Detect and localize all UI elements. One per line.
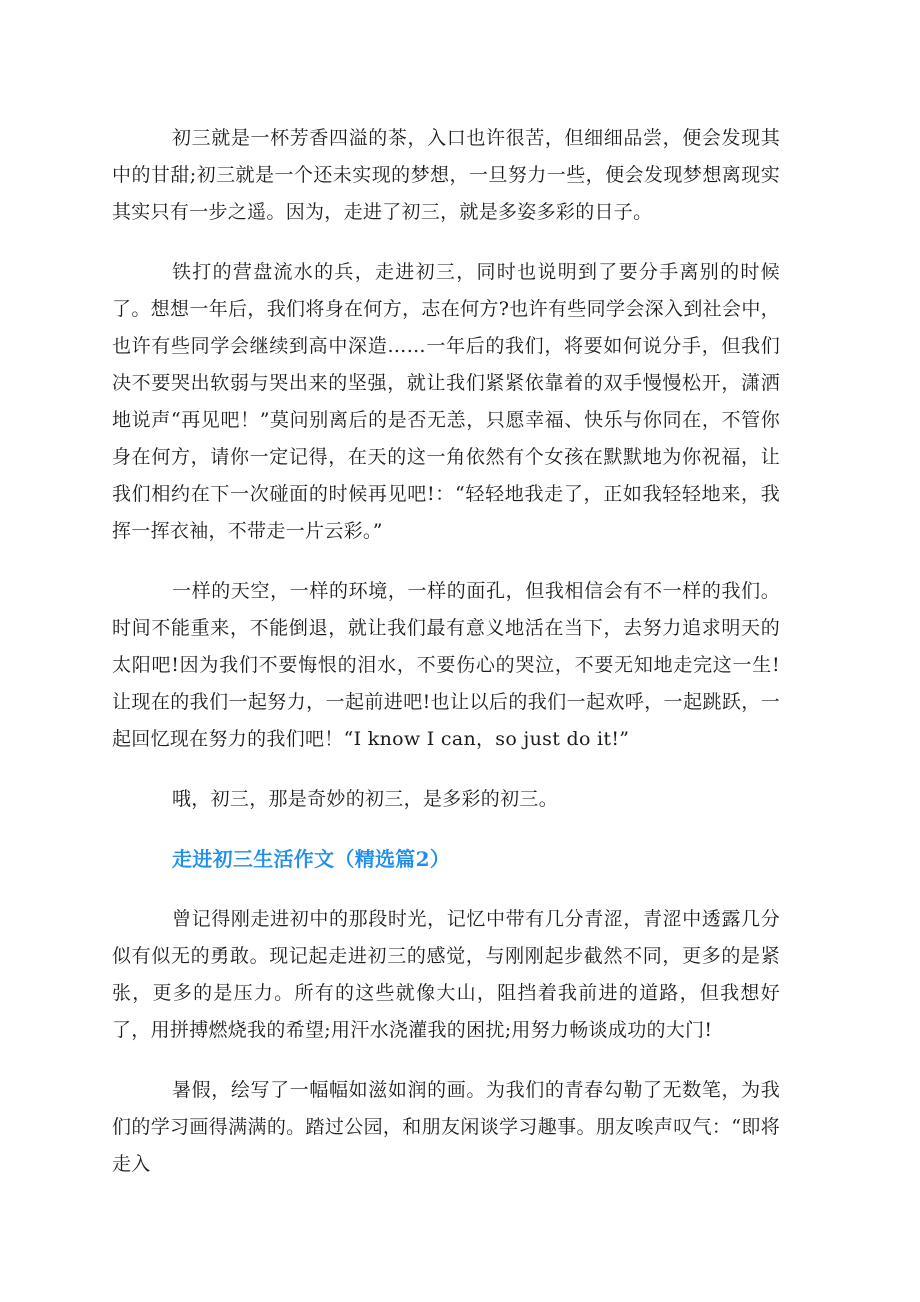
essay-paragraph-6-truncated: 暑假，绘写了一幅幅如滋如润的画。为我们的青春勾勒了无数笔，为我们的学习画得满满的。踏过公园，和朋友闲谈学习趣事。朋友唉声叹气：“即将走入 (112, 1079, 780, 1175)
essay-section-heading: 走进初三生活作文（精选篇2） (172, 847, 451, 871)
essay-content (112, 120, 780, 1183)
essay-paragraph-1: 初三就是一杯芳香四溢的茶，入口也许很苦，但细细品尝，便会发现其中的甘甜;初三就是一个还未实现的梦想，一旦努力一些，便会发现梦想离现实其实只有一步之遥。因为，走进了初三，就是多姿多彩的日子。 (112, 127, 780, 223)
essay-paragraph-4: 哦，初三，那是奇妙的初三，是多彩的初三。 (172, 788, 559, 810)
essay-paragraph-3: 一样的天空，一样的环境，一样的面孔，但我相信会有不一样的我们。时间不能重来，不能倒退，就让我们最有意义地活在当下，去努力追求明天的太阳吧!因为我们不要悔恨的泪水，不要伤心的哭泣，不要无知地走完这一生!让现在的我们一起努力，一起前进吧!也让以后的我们一起欢呼，一起跳跃，一起回忆现在努力的我们吧！“I know I can，so just do it!” (112, 580, 780, 750)
essay-paragraph-2: 铁打的营盘流水的兵，走进初三，同时也说明到了要分手离别的时候了。想想一年后，我们将身在何方，志在何方?也许有些同学会深入到社会中，也许有些同学会继续到高中深造……一年后的我们，将要如何说分手，但我们决不要哭出软弱与哭出来的坚强，就让我们紧紧依靠着的双手慢慢松开，潇洒地说声“再见吧！”莫问别离后的是否无恙，只愿幸福、快乐与你同在，不管你身在何方，请你一定记得，在天的这一角依然有个女孩在默默地为你祝福，让我们相约在下一次碰面的时候再见吧!：“轻轻地我走了，正如我轻轻地来，我挥一挥衣袖，不带走一片云彩。” (112, 261, 780, 542)
essay-paragraph-5: 曾记得刚走进初中的那段时光，记忆中带有几分青涩，青涩中透露几分似有似无的勇敢。现记起走进初三的感觉，与刚刚起步截然不同，更多的是紧张，更多的是压力。所有的这些就像大山，阻挡着我前进的道路，但我想好了，用拼搏燃烧我的希望;用汗水浇灌我的困扰;用努力畅谈成功的大门! (112, 908, 780, 1041)
